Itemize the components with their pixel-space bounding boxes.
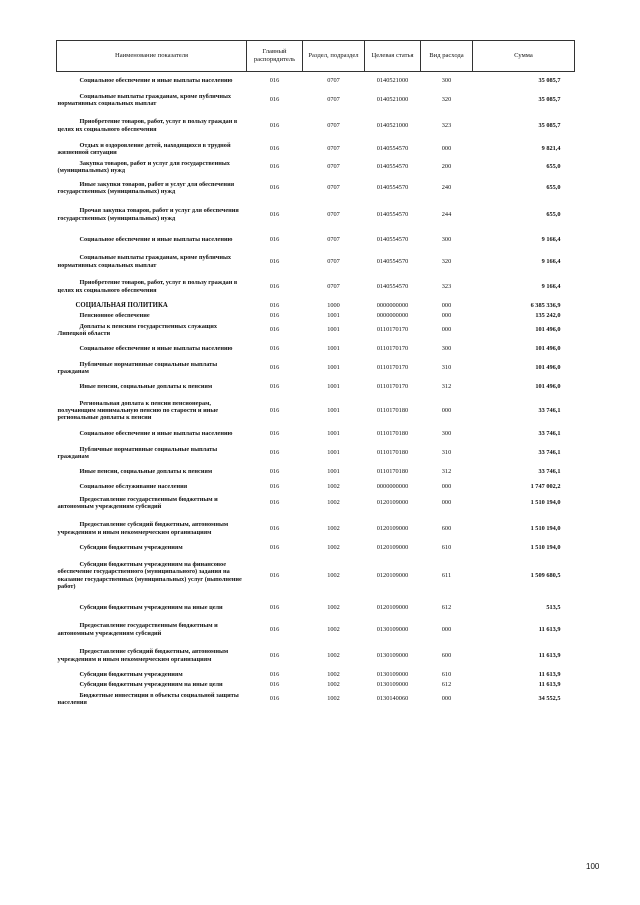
row-expense-code: 000 bbox=[441, 482, 452, 490]
row-manager-code: 016 bbox=[269, 210, 280, 218]
row-name: Приобретение товаров, работ, услуг в пользу граждан в целях их социального обеспечения bbox=[57, 279, 238, 294]
row-target-code: 0000000000 bbox=[376, 311, 409, 319]
row-sum: 33 746,1 bbox=[538, 430, 561, 438]
row-name: Иные пенсии, социальные доплаты к пенсиям bbox=[79, 468, 213, 476]
row-name: Пенсионное обеспечение bbox=[79, 311, 150, 319]
row-manager-code: 016 bbox=[269, 482, 280, 490]
row-section-code: 1002 bbox=[327, 604, 340, 612]
row-name: Субсидии бюджетным учреждениям bbox=[79, 670, 183, 678]
row-name: Иные пенсии, социальные доплаты к пенсиям bbox=[79, 383, 213, 391]
row-manager-code: 016 bbox=[269, 282, 280, 290]
row-sum: 1 747 002,2 bbox=[530, 482, 561, 490]
row-sum: 9 166,4 bbox=[541, 257, 561, 265]
table-row bbox=[57, 359, 575, 378]
row-expense-code: 000 bbox=[441, 301, 452, 309]
table-row bbox=[57, 463, 575, 482]
row-sum: 1 510 194,0 bbox=[530, 524, 561, 532]
row-sum: 101 496,0 bbox=[535, 345, 561, 353]
row-section-code: 1002 bbox=[327, 482, 340, 490]
row-target-code: 0110170170 bbox=[376, 383, 409, 391]
row-section-code: 0707 bbox=[327, 163, 340, 171]
row-name: Бюджетные инвестиции в объекты социальной защиты населения bbox=[57, 691, 239, 706]
row-name: Региональная доплата к пенсии пенсионерам, получающим минимальную пенсию по старости и иные региональные доплаты к пенсии bbox=[57, 399, 219, 422]
table-row bbox=[57, 229, 575, 251]
row-sum: 11 613,9 bbox=[538, 651, 561, 659]
row-section-code: 1002 bbox=[327, 695, 340, 703]
row-section-code: 1002 bbox=[327, 524, 340, 532]
row-sum: 34 552,5 bbox=[538, 695, 561, 703]
table-row bbox=[57, 553, 575, 599]
row-manager-code: 016 bbox=[269, 695, 280, 703]
row-manager-code: 016 bbox=[269, 604, 280, 612]
row-name: Субсидии бюджетным учреждениям bbox=[79, 543, 183, 551]
table-row bbox=[57, 140, 575, 159]
row-manager-code: 016 bbox=[269, 311, 280, 319]
row-section-code: 1001 bbox=[327, 326, 340, 334]
row-expense-code: 244 bbox=[441, 210, 452, 218]
row-sum: 33 746,1 bbox=[538, 468, 561, 476]
row-manager-code: 016 bbox=[269, 571, 280, 579]
row-expense-code: 000 bbox=[441, 145, 452, 153]
table-row bbox=[57, 482, 575, 492]
row-name: Социальные выплаты гражданам, кроме публичных нормативных социальных выплат bbox=[57, 254, 232, 269]
row-section-code: 0707 bbox=[327, 145, 340, 153]
row-expense-code: 300 bbox=[441, 430, 452, 438]
table-row bbox=[57, 425, 575, 444]
row-name: Отдых и оздоровление детей, находящихся в трудной жизненной ситуации bbox=[57, 141, 231, 156]
row-manager-code: 016 bbox=[269, 524, 280, 532]
row-section-code: 1001 bbox=[327, 468, 340, 476]
row-section-code: 1002 bbox=[327, 670, 340, 678]
row-name: Социальное обеспечение и иные выплаты населению bbox=[79, 345, 233, 353]
row-manager-code: 016 bbox=[269, 670, 280, 678]
row-expense-code: 300 bbox=[441, 345, 452, 353]
row-manager-code: 016 bbox=[269, 96, 280, 104]
row-sum: 9 166,4 bbox=[541, 235, 561, 243]
row-manager-code: 016 bbox=[269, 345, 280, 353]
table-row bbox=[57, 89, 575, 112]
table-row bbox=[57, 680, 575, 690]
table-row bbox=[57, 72, 575, 89]
table-row bbox=[57, 201, 575, 229]
row-name: Социальное обеспечение и иные выплаты населению bbox=[79, 76, 233, 84]
row-expense-code: 612 bbox=[441, 680, 452, 688]
row-expense-code: 300 bbox=[441, 235, 452, 243]
row-name: Предоставление субсидий бюджетным, автономным учреждениям и иным некоммерческим организациям bbox=[57, 648, 229, 663]
row-manager-code: 016 bbox=[269, 163, 280, 171]
row-sum: 33 746,1 bbox=[538, 449, 561, 457]
row-section-code: 1001 bbox=[327, 383, 340, 391]
budget-table bbox=[56, 40, 575, 709]
row-target-code: 0140554570 bbox=[376, 235, 409, 243]
row-expense-code: 610 bbox=[441, 670, 452, 678]
row-sum: 11 613,9 bbox=[538, 680, 561, 688]
row-target-code: 0140554570 bbox=[376, 184, 409, 192]
row-manager-code: 016 bbox=[269, 625, 280, 633]
row-target-code: 0110170180 bbox=[376, 468, 409, 476]
row-target-code: 0120109000 bbox=[376, 604, 409, 612]
row-target-code: 0110170180 bbox=[376, 406, 409, 414]
row-sum: 11 613,9 bbox=[538, 625, 561, 633]
row-manager-code: 016 bbox=[269, 680, 280, 688]
row-expense-code: 310 bbox=[441, 364, 452, 372]
row-expense-code: 600 bbox=[441, 524, 452, 532]
row-expense-code: 000 bbox=[441, 406, 452, 414]
row-section-code: 1001 bbox=[327, 430, 340, 438]
table-row bbox=[57, 492, 575, 515]
row-sum: 35 085,7 bbox=[538, 121, 561, 129]
row-expense-code: 320 bbox=[441, 257, 452, 265]
table-row bbox=[57, 340, 575, 359]
row-target-code: 0120109000 bbox=[376, 543, 409, 551]
row-expense-code: 240 bbox=[441, 184, 452, 192]
row-section-code: 0707 bbox=[327, 96, 340, 104]
row-expense-code: 000 bbox=[441, 695, 452, 703]
row-manager-code: 016 bbox=[269, 76, 280, 84]
table-row bbox=[57, 251, 575, 273]
row-sum: 35 085,7 bbox=[538, 76, 561, 84]
row-target-code: 0110170170 bbox=[376, 364, 409, 372]
row-sum: 33 746,1 bbox=[538, 406, 561, 414]
row-target-code: 0000000000 bbox=[376, 482, 409, 490]
row-manager-code: 016 bbox=[269, 651, 280, 659]
row-section-code: 1001 bbox=[327, 406, 340, 414]
table-row bbox=[57, 690, 575, 709]
row-sum: 101 496,0 bbox=[535, 326, 561, 334]
row-name: Иные закупки товаров, работ и услуг для обеспечения государственных (муниципальных) нужд bbox=[57, 180, 235, 195]
row-manager-code: 016 bbox=[269, 184, 280, 192]
row-expense-code: 600 bbox=[441, 651, 452, 659]
row-manager-code: 016 bbox=[269, 235, 280, 243]
row-expense-code: 611 bbox=[441, 571, 452, 579]
row-section-code: 1001 bbox=[327, 449, 340, 457]
row-target-code: 0140554570 bbox=[376, 257, 409, 265]
table-row bbox=[57, 599, 575, 618]
row-sum: 655,0 bbox=[546, 163, 561, 171]
row-target-code: 0120109000 bbox=[376, 524, 409, 532]
row-expense-code: 300 bbox=[441, 76, 452, 84]
row-sum: 101 496,0 bbox=[535, 383, 561, 391]
row-name: Приобретение товаров, работ, услуг в пользу граждан в целях их социального обеспечения bbox=[57, 118, 238, 133]
row-sum: 35 085,7 bbox=[538, 96, 561, 104]
col-header-section: Раздел, подраздел bbox=[303, 41, 365, 72]
row-name: Социальные выплаты гражданам, кроме публичных нормативных социальных выплат bbox=[57, 92, 232, 107]
row-name: Публичные нормативные социальные выплаты гражданам bbox=[57, 360, 218, 375]
row-name: Социальное обеспечение и иные выплаты населению bbox=[79, 235, 233, 243]
row-target-code: 0110170180 bbox=[376, 430, 409, 438]
row-name: Доплаты к пенсиям государственных служащих Липецкой области bbox=[57, 322, 217, 337]
row-sum: 101 496,0 bbox=[535, 364, 561, 372]
row-manager-code: 016 bbox=[269, 326, 280, 334]
row-expense-code: 000 bbox=[441, 311, 452, 319]
row-target-code: 0110170180 bbox=[376, 449, 409, 457]
row-section-code: 1002 bbox=[327, 543, 340, 551]
row-expense-code: 323 bbox=[441, 282, 452, 290]
row-name: Субсидии бюджетным учреждениям на иные цели bbox=[79, 680, 223, 688]
row-sum: 6 385 336,9 bbox=[530, 301, 561, 309]
row-manager-code: 016 bbox=[269, 406, 280, 414]
row-sum: 1 510 194,0 bbox=[530, 499, 561, 507]
row-section-code: 1002 bbox=[327, 571, 340, 579]
col-header-name: Наименование показателя bbox=[57, 41, 247, 72]
row-target-code: 0140521000 bbox=[376, 76, 409, 84]
row-name: Субсидии бюджетным учреждениям на финансовое обеспечение государственного (муниципального) задания на оказание государственных (муниципальных) услуг (выполнение работ) bbox=[57, 561, 242, 590]
row-target-code: 0120109000 bbox=[376, 499, 409, 507]
row-section-code: 1002 bbox=[327, 680, 340, 688]
row-section-code: 1001 bbox=[327, 345, 340, 353]
row-name: Предоставление государственным бюджетным и автономным учреждениям субсидий bbox=[57, 495, 218, 510]
row-section-code: 1002 bbox=[327, 499, 340, 507]
table-row bbox=[57, 618, 575, 642]
row-expense-code: 312 bbox=[441, 468, 452, 476]
row-target-code: 0130109000 bbox=[376, 625, 409, 633]
row-manager-code: 016 bbox=[269, 430, 280, 438]
row-name: Прочая закупка товаров, работ и услуг для обеспечения государственных (муниципальных) нужд bbox=[57, 207, 239, 222]
table-row bbox=[57, 378, 575, 397]
table-row bbox=[57, 176, 575, 201]
row-expense-code: 200 bbox=[441, 163, 452, 171]
row-section-code: 1002 bbox=[327, 651, 340, 659]
row-expense-code: 612 bbox=[441, 604, 452, 612]
row-target-code: 0120109000 bbox=[376, 571, 409, 579]
table-row bbox=[57, 444, 575, 463]
row-expense-code: 320 bbox=[441, 96, 452, 104]
row-target-code: 0110170170 bbox=[376, 345, 409, 353]
table-row bbox=[57, 273, 575, 301]
col-header-expense-type: Вид расхода bbox=[421, 41, 473, 72]
table-row bbox=[57, 321, 575, 340]
row-expense-code: 000 bbox=[441, 499, 452, 507]
row-manager-code: 016 bbox=[269, 121, 280, 129]
row-target-code: 0140521000 bbox=[376, 121, 409, 129]
row-section-code: 0707 bbox=[327, 184, 340, 192]
row-section-code: 0707 bbox=[327, 257, 340, 265]
row-manager-code: 016 bbox=[269, 499, 280, 507]
row-section-code: 1001 bbox=[327, 364, 340, 372]
row-sum: 655,0 bbox=[546, 210, 561, 218]
table-row bbox=[57, 311, 575, 321]
row-target-code: 0140554570 bbox=[376, 145, 409, 153]
table-row bbox=[57, 642, 575, 670]
row-manager-code: 016 bbox=[269, 468, 280, 476]
col-header-sum: Сумма bbox=[473, 41, 575, 72]
row-section-code: 1000 bbox=[327, 301, 340, 309]
row-expense-code: 312 bbox=[441, 383, 452, 391]
row-expense-code: 000 bbox=[441, 326, 452, 334]
table-row bbox=[57, 397, 575, 425]
row-sum: 1 509 680,5 bbox=[530, 571, 561, 579]
row-target-code: 0140554570 bbox=[376, 210, 409, 218]
row-section-code: 1001 bbox=[327, 311, 340, 319]
row-target-code: 0130109000 bbox=[376, 651, 409, 659]
row-expense-code: 310 bbox=[441, 449, 452, 457]
row-target-code: 0130140060 bbox=[376, 695, 409, 703]
row-sum: 655,0 bbox=[546, 184, 561, 192]
row-target-code: 0130109000 bbox=[376, 680, 409, 688]
table-header-row bbox=[57, 41, 575, 72]
row-sum: 513,5 bbox=[546, 604, 561, 612]
row-expense-code: 000 bbox=[441, 625, 452, 633]
table-row bbox=[57, 670, 575, 680]
row-name: Публичные нормативные социальные выплаты гражданам bbox=[57, 445, 218, 460]
table-row bbox=[57, 515, 575, 543]
row-name: Субсидии бюджетным учреждениям на иные цели bbox=[79, 604, 223, 612]
col-header-manager: Главный распорядитель bbox=[247, 41, 303, 72]
row-target-code: 0000000000 bbox=[376, 301, 409, 309]
row-target-code: 0140554570 bbox=[376, 163, 409, 171]
row-name: Социальное обслуживание населения bbox=[79, 482, 188, 490]
row-name: Предоставление государственным бюджетным и автономным учреждениям субсидий bbox=[57, 622, 218, 637]
table-row bbox=[57, 112, 575, 140]
row-name: Предоставление субсидий бюджетным, автономным учреждениям и иным некоммерческим организациям bbox=[57, 521, 229, 536]
row-manager-code: 016 bbox=[269, 383, 280, 391]
row-name: СОЦИАЛЬНАЯ ПОЛИТИКА bbox=[75, 301, 168, 309]
row-target-code: 0110170170 bbox=[376, 326, 409, 334]
table-body bbox=[57, 72, 575, 709]
row-section-code: 0707 bbox=[327, 282, 340, 290]
row-section-code: 0707 bbox=[327, 235, 340, 243]
row-expense-code: 323 bbox=[441, 121, 452, 129]
row-name: Закупка товаров, работ и услуг для государственных (муниципальных) нужд bbox=[57, 159, 230, 174]
table-row bbox=[57, 159, 575, 176]
row-target-code: 0140554570 bbox=[376, 282, 409, 290]
page-number: 100 bbox=[586, 862, 600, 871]
table-row bbox=[57, 301, 575, 311]
row-section-code: 1002 bbox=[327, 625, 340, 633]
row-manager-code: 016 bbox=[269, 449, 280, 457]
row-section-code: 0707 bbox=[327, 210, 340, 218]
row-sum: 1 510 194,0 bbox=[530, 543, 561, 551]
row-target-code: 0140521000 bbox=[376, 96, 409, 104]
row-manager-code: 016 bbox=[269, 543, 280, 551]
row-manager-code: 016 bbox=[269, 301, 280, 309]
row-sum: 9 821,4 bbox=[541, 145, 561, 153]
row-section-code: 0707 bbox=[327, 121, 340, 129]
row-manager-code: 016 bbox=[269, 364, 280, 372]
col-header-target: Целевая статья bbox=[365, 41, 421, 72]
row-manager-code: 016 bbox=[269, 145, 280, 153]
row-name: Социальное обеспечение и иные выплаты населению bbox=[79, 430, 233, 438]
row-sum: 11 613,9 bbox=[538, 670, 561, 678]
table-row bbox=[57, 543, 575, 553]
row-section-code: 0707 bbox=[327, 76, 340, 84]
row-expense-code: 610 bbox=[441, 543, 452, 551]
row-sum: 9 166,4 bbox=[541, 282, 561, 290]
row-sum: 135 242,0 bbox=[535, 311, 561, 319]
row-manager-code: 016 bbox=[269, 257, 280, 265]
row-target-code: 0130109000 bbox=[376, 670, 409, 678]
